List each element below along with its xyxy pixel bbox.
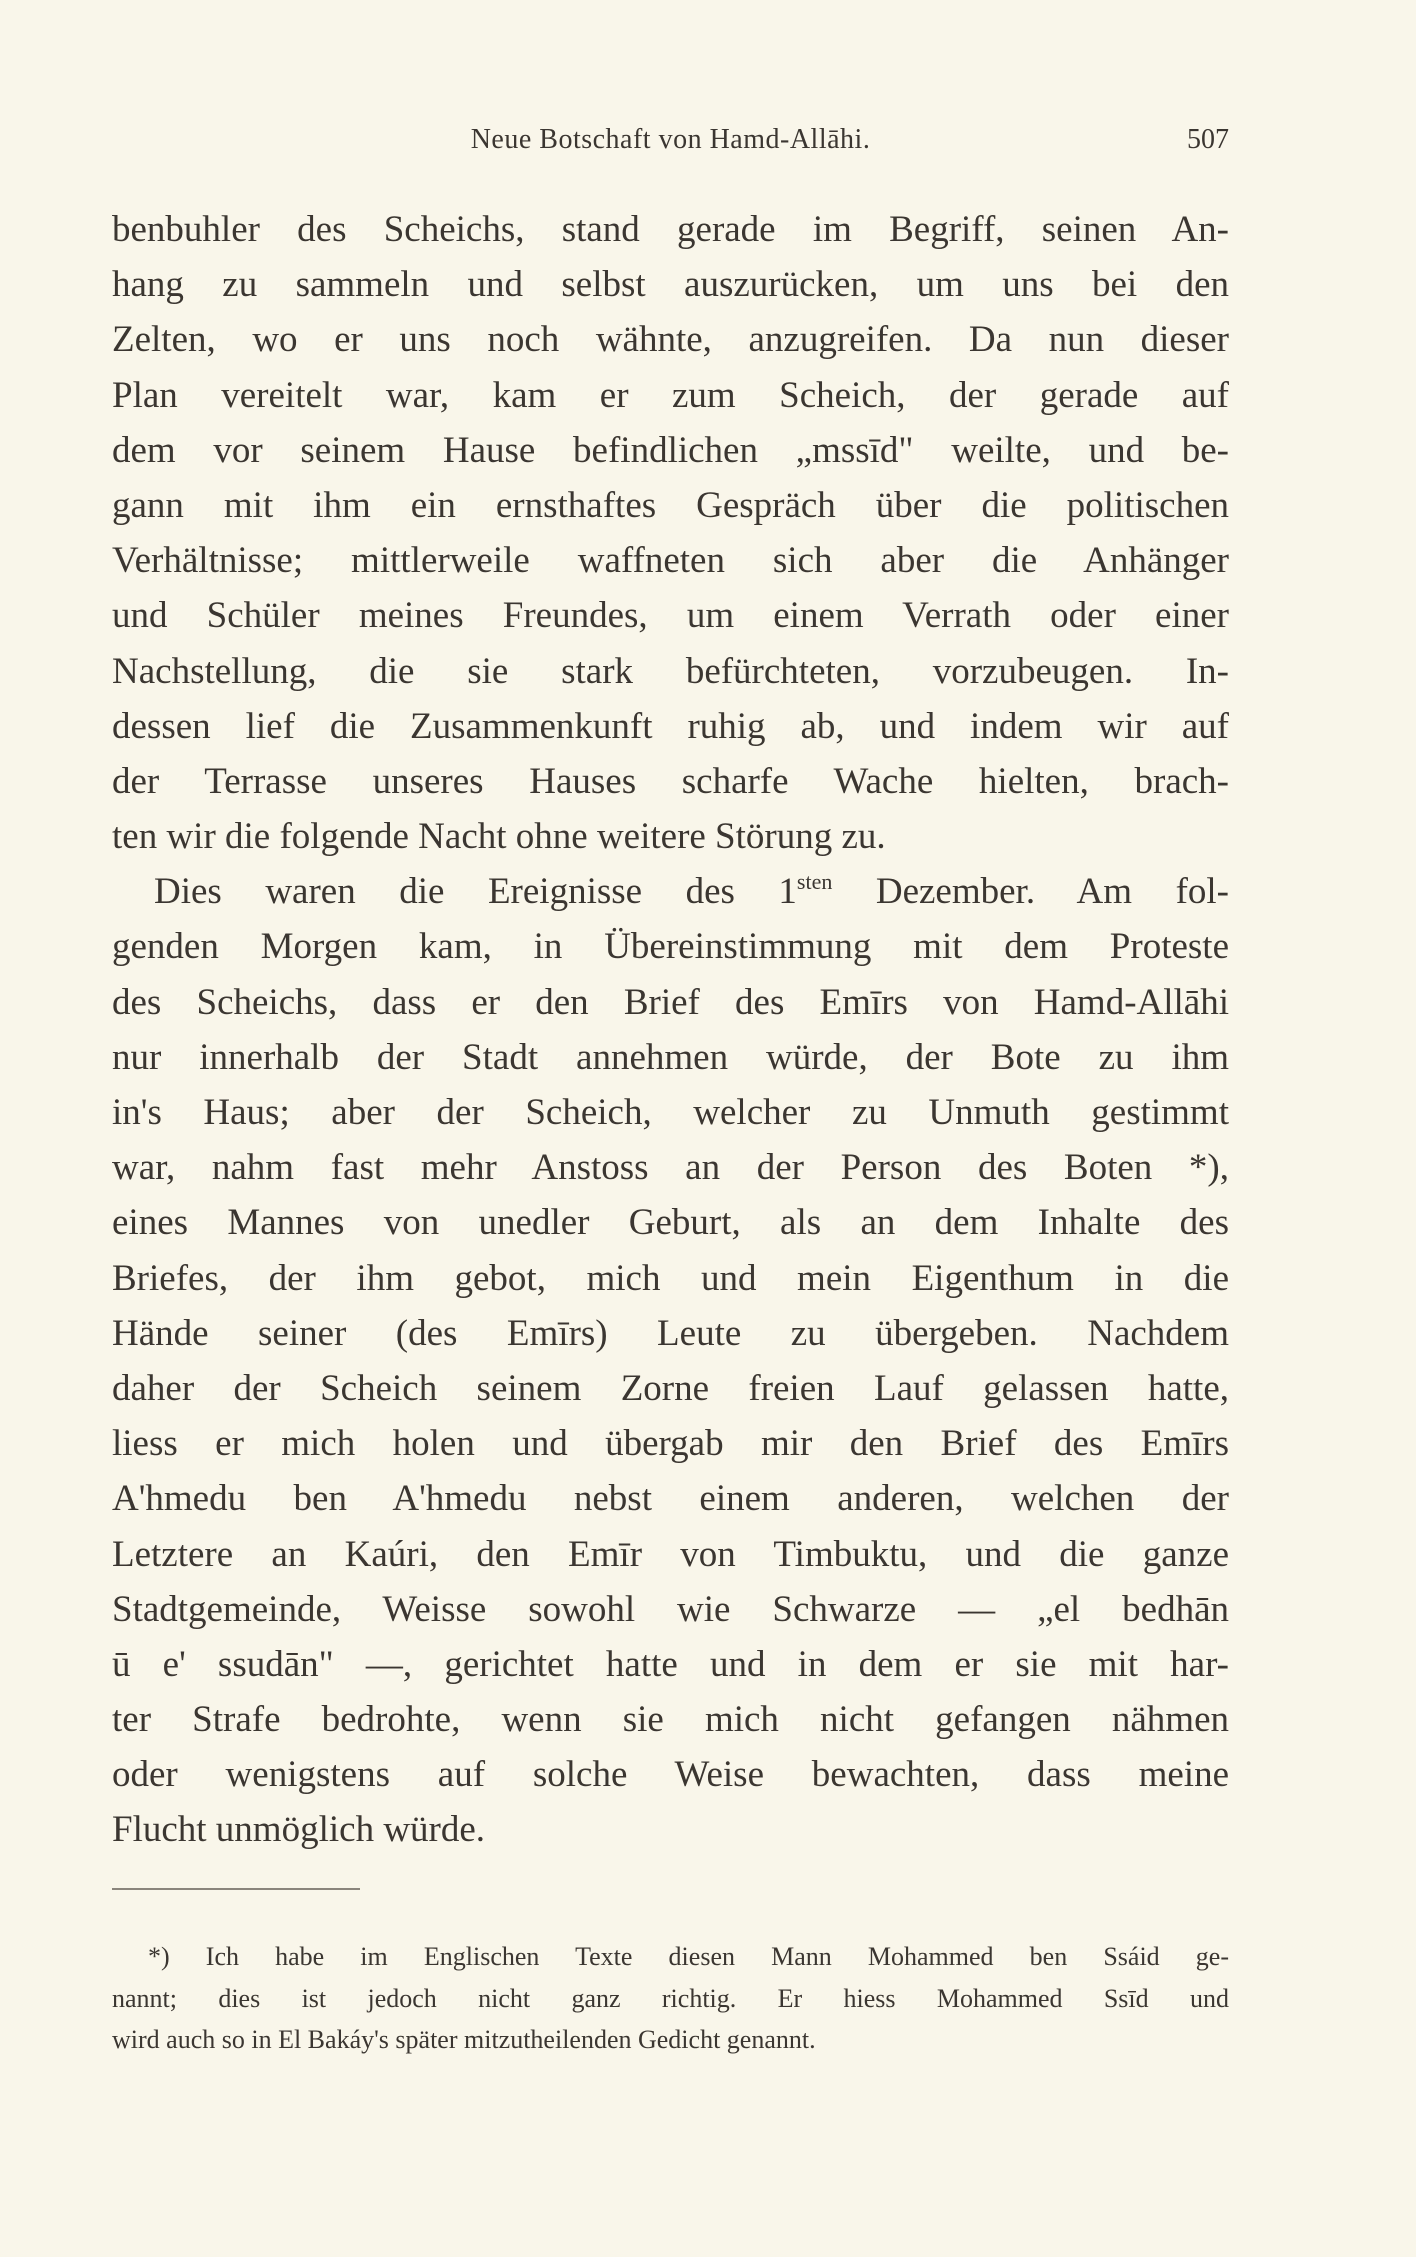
- text-line: ten wir die folgende Nacht ohne weitere Störung zu.: [112, 816, 886, 858]
- text-line: des Scheichs, dass er den Brief des Emīrs von Hamd-Allāhi: [112, 981, 1229, 1023]
- text-line: gann mit ihm ein ernsthaftes Gespräch über die politischen: [112, 484, 1229, 526]
- footnote: [112, 1936, 1229, 2061]
- text-line: nur innerhalb der Stadt annehmen würde, der Bote zu ihm: [112, 1036, 1229, 1078]
- text-line: dessen lief die Zusammenkunft ruhig ab, und indem wir auf: [112, 705, 1229, 747]
- text-line: der Terrasse unseres Hauses scharfe Wache hielten, brach-: [112, 760, 1229, 802]
- text-line: Letztere an Kaúri, den Emīr von Timbuktu, und die ganze: [112, 1533, 1229, 1575]
- page-number: 507: [1187, 124, 1229, 155]
- text-line: Hände seiner (des Emīrs) Leute zu übergeben. Nachdem: [112, 1312, 1229, 1354]
- text-line: war, nahm fast mehr Anstoss an der Person des Boten *),: [112, 1147, 1229, 1189]
- text-line: dem vor seinem Hause befindlichen „mssīd" weilte, und be-: [112, 429, 1229, 471]
- text-line: Nachstellung, die sie stark befürchteten, vorzubeugen. In-: [112, 650, 1229, 692]
- text-line: [112, 864, 1229, 919]
- footnote-line: *) Ich habe im Englischen Texte diesen Mann Mohammed ben Ssáid ge-: [148, 1942, 1229, 1971]
- text-line: Zelten, wo er uns noch wähnte, anzugreifen. Da nun dieser: [112, 319, 1229, 361]
- text-line: Briefes, der ihm gebot, mich und mein Eigenthum in die: [112, 1257, 1229, 1299]
- text-line: in's Haus; aber der Scheich, welcher zu Unmuth gestimmt: [112, 1092, 1229, 1133]
- body-text: [112, 202, 1229, 1858]
- text-line: Stadtgemeinde, Weisse sowohl wie Schwarze — „el bedhān: [112, 1588, 1229, 1630]
- text-line: liess er mich holen und übergab mir den Brief des Emīrs: [112, 1423, 1229, 1465]
- superscript: sten: [796, 869, 833, 895]
- text-line: ū e' ssudān" —, gerichtet hatte und in dem er sie mit har-: [112, 1643, 1229, 1685]
- footnote-divider: [112, 1888, 360, 1890]
- text-line: daher der Scheich seinem Zorne freien Lauf gelassen hatte,: [112, 1367, 1229, 1409]
- text-line: und Schüler meines Freundes, um einem Verrath oder einer: [112, 595, 1229, 637]
- text-line: oder wenigstens auf solche Weise bewachten, dass meine: [112, 1754, 1229, 1796]
- text-line: ter Strafe bedrohte, wenn sie mich nicht gefangen nähmen: [112, 1699, 1229, 1741]
- text-span: Dezember. Am fol-: [832, 871, 1229, 913]
- text-line: Flucht unmöglich würde.: [112, 1809, 486, 1851]
- text-span: Dies waren die Ereignisse des 1: [154, 871, 797, 913]
- text-line: benbuhler des Scheichs, stand gerade im Begriff, seinen An-: [112, 209, 1229, 250]
- page-header: [112, 124, 1229, 164]
- text-line: hang zu sammeln und selbst auszurücken, um uns bei den: [112, 264, 1229, 306]
- text-line: A'hmedu ben A'hmedu nebst einem anderen, welchen der: [112, 1478, 1229, 1520]
- running-title: Neue Botschaft von Hamd-Allāhi.: [470, 124, 871, 155]
- footnote-line: wird auch so in El Bakáy's später mitzutheilenden Gedicht genannt.: [112, 2025, 816, 2055]
- text-line: eines Mannes von unedler Geburt, als an dem Inhalte des: [112, 1202, 1229, 1244]
- footnote-line: nannt; dies ist jedoch nicht ganz richtig. Er hiess Mohammed Ssīd und: [112, 1983, 1229, 2013]
- text-line: genden Morgen kam, in Übereinstimmung mit dem Proteste: [112, 926, 1229, 968]
- text-line: Verhältnisse; mittlerweile waffneten sich aber die Anhänger: [112, 540, 1229, 582]
- paragraph-1: [112, 202, 1229, 864]
- text-line: Plan vereitelt war, kam er zum Scheich, der gerade auf: [112, 374, 1229, 416]
- paragraph-2: [112, 864, 1229, 1857]
